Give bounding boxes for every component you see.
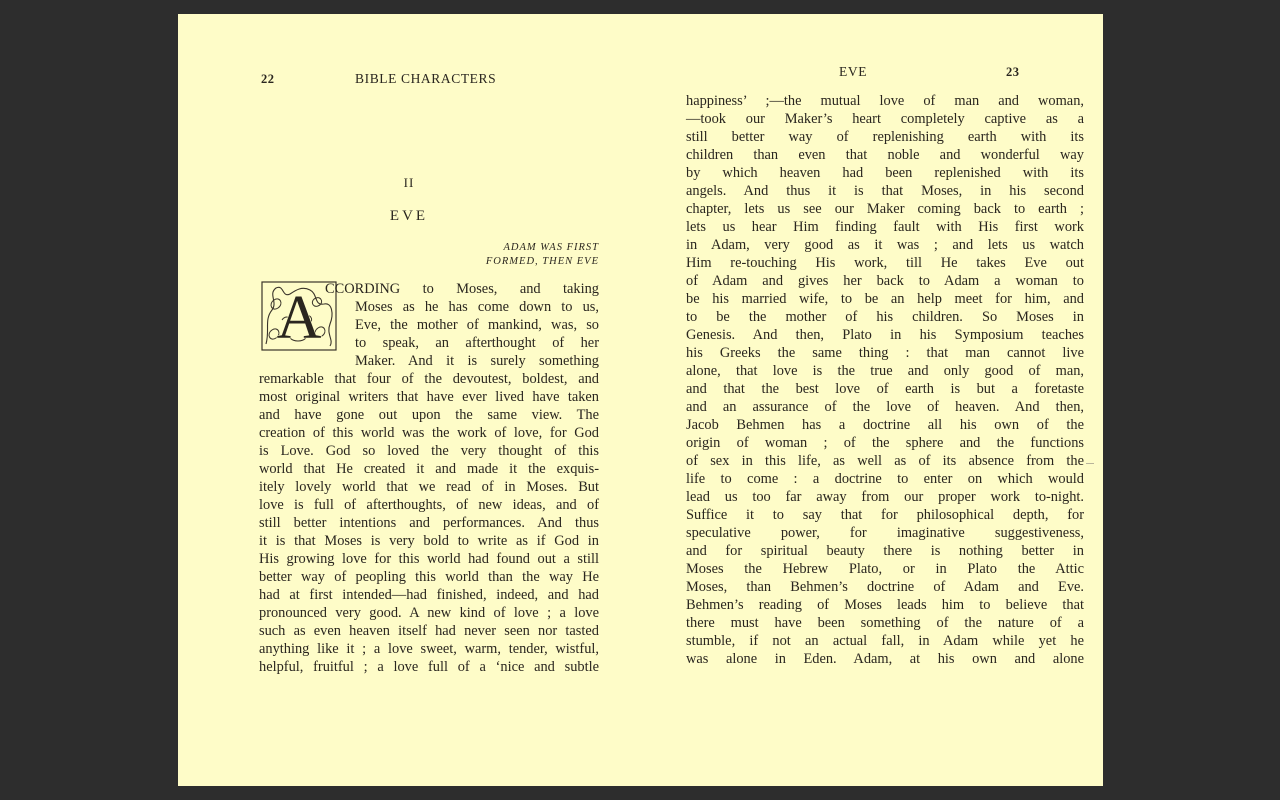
text-line: Genesis. And then, Plato in his Symposium teaches	[686, 327, 1084, 343]
text-line: Jacob Behmen has a doctrine all his own of the	[686, 417, 1084, 433]
text-line: Moses the Hebrew Plato, or in Plato the Attic	[686, 561, 1084, 577]
text-line: children than even that noble and wonderful way	[686, 147, 1084, 163]
right-page-number: 23	[1006, 65, 1020, 79]
text-line: of sex in this life, as well as of its absence from the	[686, 453, 1084, 469]
left-page-number: 22	[261, 72, 275, 86]
text-line: Moses, than Behmen’s doctrine of Adam and Eve.	[686, 579, 1084, 595]
text-line: world that He created it and made it the exquis-	[259, 461, 599, 477]
text-line: such as even heaven itself had never seen nor tasted	[259, 623, 599, 639]
drop-cap-letter: A	[276, 284, 322, 352]
left-page	[178, 14, 640, 786]
text-line: by which heaven had been replenished with its	[686, 165, 1084, 181]
text-line: itely lovely world that we read of in Moses. But	[259, 479, 599, 495]
text-line: Behmen’s reading of Moses leads him to believe that	[686, 597, 1084, 613]
text-line: to be the mother of his children. So Moses in	[686, 309, 1084, 325]
text-line: most original writers that have ever lived have taken	[259, 389, 599, 405]
text-line: to speak, an afterthought of her	[355, 335, 599, 351]
text-line: his Greeks the same thing : that man cannot live	[686, 345, 1084, 361]
text-line: alone, that love is the true and only good of man,	[686, 363, 1084, 379]
text-line: life to come : a doctrine to enter on which would	[686, 471, 1084, 487]
right-running-head: EVE	[839, 64, 868, 79]
text-line: remarkable that four of the devoutest, boldest, and	[259, 371, 599, 387]
text-line: it is that Moses is very bold to write as if God in	[259, 533, 599, 549]
text-line: be his married wife, to be an help meet for him, and	[686, 291, 1084, 307]
text-line: stumble, if not an actual fall, in Adam while yet he	[686, 633, 1084, 649]
text-line: helpful, fruitful ; a love full of a ‘nice and subtle	[259, 659, 599, 675]
text-line: speculative power, for imaginative suggestiveness,	[686, 525, 1084, 541]
text-line: and have gone out upon the same view. The	[259, 407, 599, 423]
text-line: anything like it ; a love sweet, warm, tender, wistful,	[259, 641, 599, 657]
text-line: angels. And thus it is that Moses, in his second	[686, 183, 1084, 199]
text-line: and an assurance of the love of heaven. And then,	[686, 399, 1084, 415]
text-line: in Adam, very good as it was ; and lets us watch	[686, 237, 1084, 253]
text-line: chapter, lets us see our Maker coming back to earth ;	[686, 201, 1084, 217]
epigraph-line: FORMED, THEN EVE	[485, 255, 599, 267]
text-line: was alone in Eden. Adam, at his own and alone	[686, 651, 1084, 667]
chapter-title: EVE	[389, 208, 429, 224]
text-line: of Adam and gives her back to Adam a woman to	[686, 273, 1084, 289]
text-line: Eve, the mother of mankind, was, so	[355, 317, 599, 333]
margin-mark	[1086, 463, 1094, 464]
text-line: lead us too far away from our proper work to-night.	[686, 489, 1084, 505]
book-spread	[178, 14, 1103, 786]
text-line: there must have been something of the nature of a	[686, 615, 1084, 631]
text-line: better way of peopling this world than the way He	[259, 569, 599, 585]
text-line: origin of woman ; of the sphere and the functions	[686, 435, 1084, 451]
text-line: love is full of afterthoughts, of new ideas, and of	[259, 497, 599, 513]
text-line: Maker. And it is surely something	[355, 353, 599, 369]
text-line: still better intentions and performances. And thus	[259, 515, 599, 531]
text-line: is Love. God so loved the very thought of this	[259, 443, 599, 459]
text-line: Suffice it to say that for philosophical depth, for	[686, 507, 1084, 523]
text-line: pronounced very good. A new kind of love ; a love	[259, 605, 599, 621]
text-line: lets us hear Him finding fault with His first work	[686, 219, 1084, 235]
text-line: —took our Maker’s heart completely captive as a	[686, 111, 1084, 127]
chapter-number: II	[403, 175, 415, 190]
text-line: CCORDING to Moses, and taking	[325, 281, 599, 297]
text-line: still better way of replenishing earth with its	[686, 129, 1084, 145]
epigraph	[399, 241, 599, 268]
text-line: happiness’ ;—the mutual love of man and woman,	[686, 93, 1084, 109]
epigraph-line: ADAM WAS FIRST	[503, 242, 599, 253]
left-running-head: BIBLE CHARACTERS	[355, 71, 497, 86]
text-line: and that the best love of earth is but a foretaste	[686, 381, 1084, 397]
text-line: Moses as he has come down to us,	[355, 299, 599, 315]
right-page	[640, 14, 1103, 786]
text-line: creation of this world was the work of love, for God	[259, 425, 599, 441]
text-line: and for spiritual beauty there is nothing better in	[686, 543, 1084, 559]
text-line: Him re-touching His work, till He takes Eve out	[686, 255, 1084, 271]
text-line: had at first intended—had finished, indeed, and had	[259, 587, 599, 603]
text-line: His growing love for this world had found out a still	[259, 551, 599, 567]
